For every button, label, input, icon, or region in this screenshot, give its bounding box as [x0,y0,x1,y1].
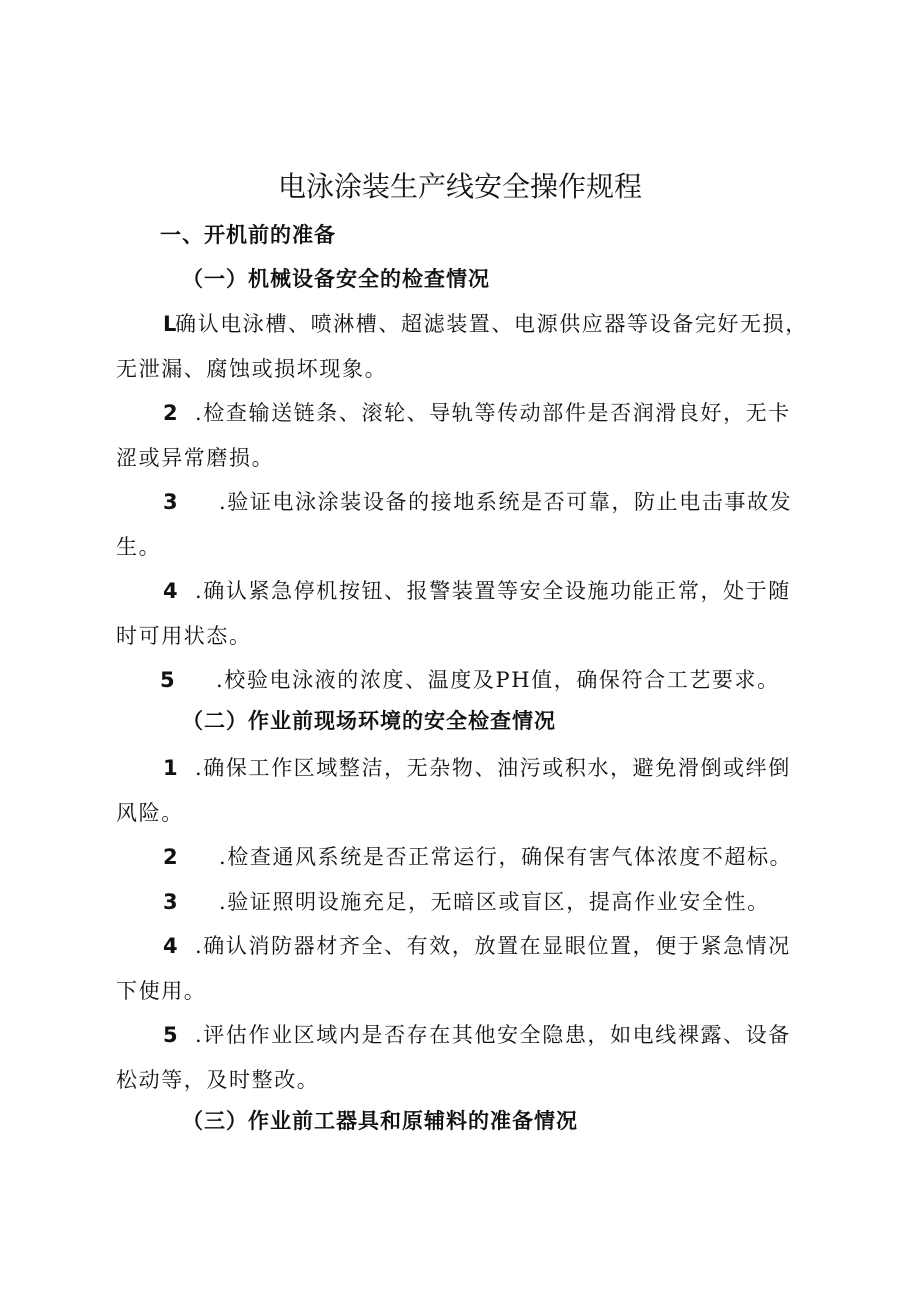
item-number: 5 [160,668,177,692]
paragraph-item [116,480,806,569]
item-number: 3 [163,890,180,914]
item-text: .确认消防器材齐全、有效，放置在显眼位置，便于紧急情况 [195,934,791,958]
paragraph-line: 风险。 [116,800,184,825]
paragraph-line [116,835,806,880]
item-text: .验证照明设施充足，无暗区或盲区，提高作业安全性。 [219,890,770,914]
paragraph-line [116,569,806,614]
paragraph-item [116,391,806,480]
paragraph-line [116,880,806,925]
paragraph-line: 生。 [116,534,162,559]
item-number: 4 [163,934,180,958]
paragraph-item [116,880,806,925]
paragraph-item [116,835,806,880]
section-heading: 一、开机前的准备 [160,223,336,247]
paragraph-item [116,746,806,835]
paragraph-item [116,1013,806,1102]
paragraph-item [116,569,806,658]
paragraph-line [116,924,806,969]
item-number: 3 [163,490,180,514]
item-text: .评估作业区域内是否存在其他安全隐患，如电线裸露、设备 [195,1023,791,1047]
item-number: 4 [163,579,180,603]
paragraph-line [116,480,806,525]
item-number: 2 [163,845,180,869]
item-text: .校验电泳液的浓度、温度及PH值，确保符合工艺要求。 [216,668,780,692]
paragraph-line: 下使用。 [116,978,207,1003]
item-text: .检查输送链条、滚轮、导轨等传动部件是否润滑良好，无卡 [195,401,791,425]
subsection-heading-3: （三）作业前工器具和原辅料的准备情况 [182,1109,578,1133]
document-title: 电泳涂装生产线安全操作规程 [277,170,642,203]
subsection-heading-2: （二）作业前现场环境的安全检查情况 [182,709,556,733]
paragraph-line: 时可用状态。 [116,623,252,648]
item-text: .检查通风系统是否正常运行，确保有害气体浓度不超标。 [219,845,793,869]
paragraph-item [116,658,806,703]
paragraph-line [116,746,806,791]
paragraph-line [116,658,806,703]
subsection-heading-1: （一）机械设备安全的检查情况 [182,267,490,291]
item-number: 1 [163,756,180,780]
paragraph-item [116,924,806,1013]
paragraph-line [116,1013,806,1058]
item-text: 确认电泳槽、喷淋槽、超滤装置、电源供应器等设备完好无损， [175,312,808,336]
item-text: .确认紧急停机按钮、报警装置等安全设施功能正常，处于随 [195,579,791,603]
item-number: L [163,312,178,336]
paragraph-line: 无泄漏、腐蚀或损坏现象。 [116,356,388,381]
paragraph-line [116,391,806,436]
paragraph-line [116,302,806,347]
paragraph-line: 松动等，及时整改。 [116,1067,320,1092]
item-number: 2 [163,401,180,425]
paragraph-line: 涩或异常磨损。 [116,445,275,470]
item-text: .验证电泳涂装设备的接地系统是否可靠，防止电击事故发 [219,490,793,514]
item-text: .确保工作区域整洁，无杂物、油污或积水，避免滑倒或绊倒 [195,756,791,780]
item-number: 5 [163,1023,180,1047]
paragraph-item [116,302,806,391]
